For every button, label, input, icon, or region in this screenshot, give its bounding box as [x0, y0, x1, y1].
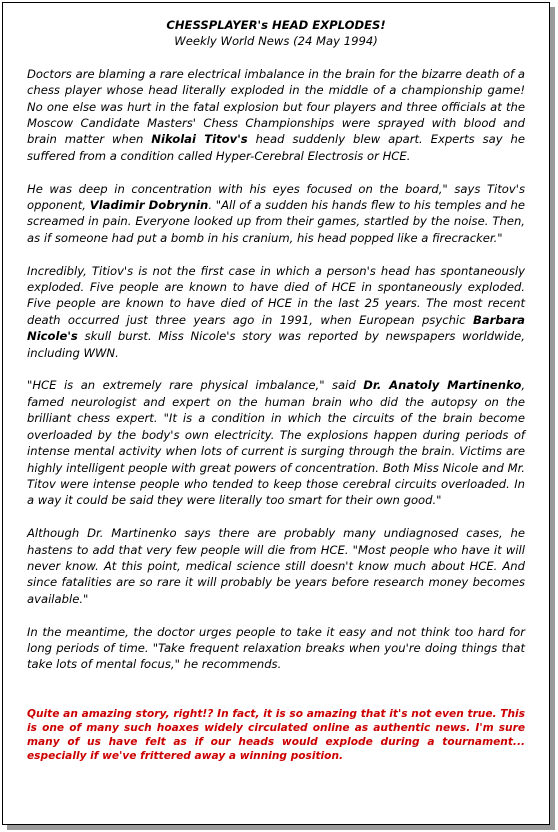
person-name: Barbara Nicole's [27, 312, 525, 344]
paragraph-text: . "All of a sudden his hands flew to his temples and he screamed in pain. Everyone looked up from their games, startled by the noise. Then, as if someone had put a bomb in his cranium, his head popped like a firecracker." [27, 198, 525, 245]
paragraph-1 [27, 66, 525, 164]
paragraph-6: In the meantime, the doctor urges people to take it easy and not think too hard for long periods of time. "Take frequent relaxation breaks when you're doing things that take lots of mental focus," he recommends. [27, 624, 525, 672]
person-name: Dr. Anatoly Martinenko [363, 378, 522, 393]
person-name: Vladimir Dobrynin [89, 198, 209, 213]
article-page [2, 2, 550, 825]
article-title: CHESSPLAYER's HEAD EXPLODES! [166, 18, 386, 32]
article-body [27, 17, 525, 763]
paragraph-3 [27, 263, 525, 361]
paragraph-text: Doctors are blaming a rare electrical imbalance in the brain for the bizarre death of a chess player whose head literally exploded in the middle of a championship game! No one else was hurt in the fatal explosion but four players and three officials at the Moscow Candidate Masters' Chess Championships were sprayed with blood and brain matter when [27, 66, 525, 147]
paragraph-4 [27, 377, 525, 508]
person-name: Nikolai Titov's [151, 132, 248, 147]
paragraph-5: Although Dr. Martinenko says there are probably many undiagnosed cases, he hastens to add that very few people will die from HCE. "Most people who have it will never know. At this point, medical science still doesn't know much about HCE. And since fatalities are so rare it will probably be years before research money becomes available." [27, 526, 525, 606]
paragraph-text: He was deep in concentration with his eyes focused on the board," says Titov's opponent, [27, 181, 525, 213]
paragraph-text: , famed neurologist and expert on the human brain who did the autopsy on the brilliant chess expert. "It is a condition in which the circuits of the brain become overloaded by the body's own electricity. The explosions happen during periods of intense mental activity when lots of current is surging through the brain. Victims are highly intelligent people with great powers of concentration. Both Miss Nicole and Mr. Titov were intense people who tended to keep those cerebral circuits overloaded. In a way it could be said they were literally too smart for their own good." [27, 378, 526, 508]
paragraph-text: "HCE is an extremely rare physical imbalance," said [27, 378, 364, 393]
editor-note: Quite an amazing story, right!? In fact, it is so amazing that it's not even true. This is one of many such hoaxes widely circulated online as authentic news. I'm sure many of us have felt as if our heads would explode during a tournament... especially if we've frittered away a winning position. [27, 707, 525, 762]
paragraph-text: skull burst. Miss Nicole's story was reported by newspapers worldwide, including WWN. [27, 329, 525, 360]
paragraph-text: Incredibly, Titiov's is not the first case in which a person's head has spontaneously exploded. Five people are known to have died of HCE in spontaneously exploded. Five people are known to have died of HCE in the last 25 years. The most recent death occurred just three years ago in 1991, when European psychic [27, 263, 525, 327]
paragraph-text: head suddenly blew apart. Experts say he suffered from a condition called Hyper-Cerebral Electrosis or HCE. [27, 132, 525, 163]
paragraph-2 [27, 181, 525, 247]
article-source: Weekly World News (24 May 1994) [174, 34, 378, 49]
